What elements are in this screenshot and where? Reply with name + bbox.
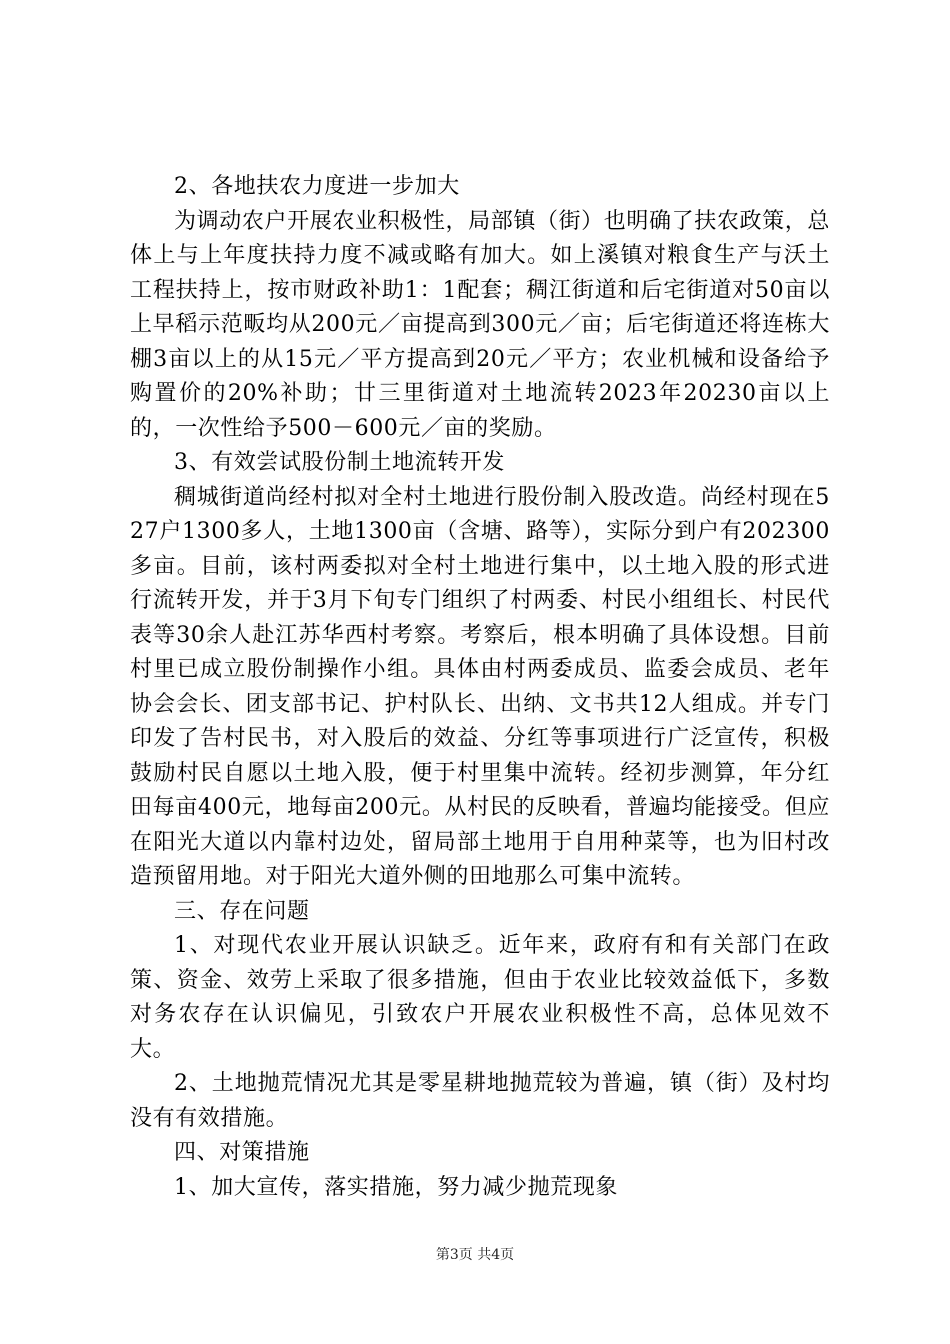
- page-number: 第3页: [435, 1247, 473, 1263]
- page-total: 共4页: [477, 1247, 515, 1263]
- paragraph-problem-abandonment: 2、土地抛荒情况尤其是零星耕地抛荒较为普遍，镇（街）及村均没有有效措施。: [130, 1071, 830, 1131]
- page-footer: [0, 1245, 950, 1265]
- document-body: [130, 170, 830, 1205]
- section-heading-support-increase: 2、各地扶农力度进一步加大: [174, 174, 460, 199]
- section-heading-existing-problems: 三、存在问题: [174, 898, 310, 924]
- section-heading-shareholding-transfer: 3、有效尝试股份制土地流转开发: [174, 450, 505, 475]
- paragraph-problem-awareness: 1、对现代农业开展认识缺乏。近年来，政府有和有关部门在政策、资金、效劳上采取了很多措施，但由于农业比较效益低下，多数对务农存在认识偏见，引致农户开展农业积极性不高，总体见效不大。: [130, 933, 830, 1062]
- paragraph-support-policies: 为调动农户开展农业积极性，局部镇（街）也明确了扶农政策，总体上与上年度扶持力度不减或略有加大。如上溪镇对粮食生产与沃土工程扶持上，按市财政补助1：1配套；稠江街道和后宅街道对50亩以上早稻示范畈均从200元／亩提高到300元／亩；后宅街道还将连栋大棚3亩以上的从15元／平方提高到20元／平方；农业机械和设备给予购置价的20%补助；廿三里街道对土地流转2023年20230亩以上的，一次性给予500－600元／亩的奖励。: [130, 208, 830, 441]
- paragraph-shangjing-village: 稠城街道尚经村拟对全村土地进行股份制入股改造。尚经村现在527户1300多人，土地1300亩（含塘、路等），实际分到户有202300多亩。目前，该村两委拟对全村土地进行集中，以土地入股的形式进行流转开发，并于3月下旬专门组织了村两委、村民小组组长、村民代表等30余人赴江苏华西村考察。考察后，根本明确了具体设想。目前村里已成立股份制操作小组。具体由村两委成员、监委会成员、老年协会会长、团支部书记、护村队长、出纳、文书共12人组成。并专门印发了告村民书，对入股后的效益、分红等事项进行广泛宣传，积极鼓励村民自愿以土地入股，便于村里集中流转。经初步测算，年分红田每亩400元，地每亩200元。从村民的反映看，普遍均能接受。但应在阳光大道以内靠村边处，留局部土地用于自用种菜等，也为旧村改造预留用地。对于阳光大道外侧的田地那么可集中流转。: [130, 484, 830, 889]
- section-heading-countermeasures: 四、对策措施: [174, 1140, 310, 1165]
- subheading-publicity-measures: 1、加大宣传，落实措施，努力减少抛荒现象: [174, 1174, 618, 1200]
